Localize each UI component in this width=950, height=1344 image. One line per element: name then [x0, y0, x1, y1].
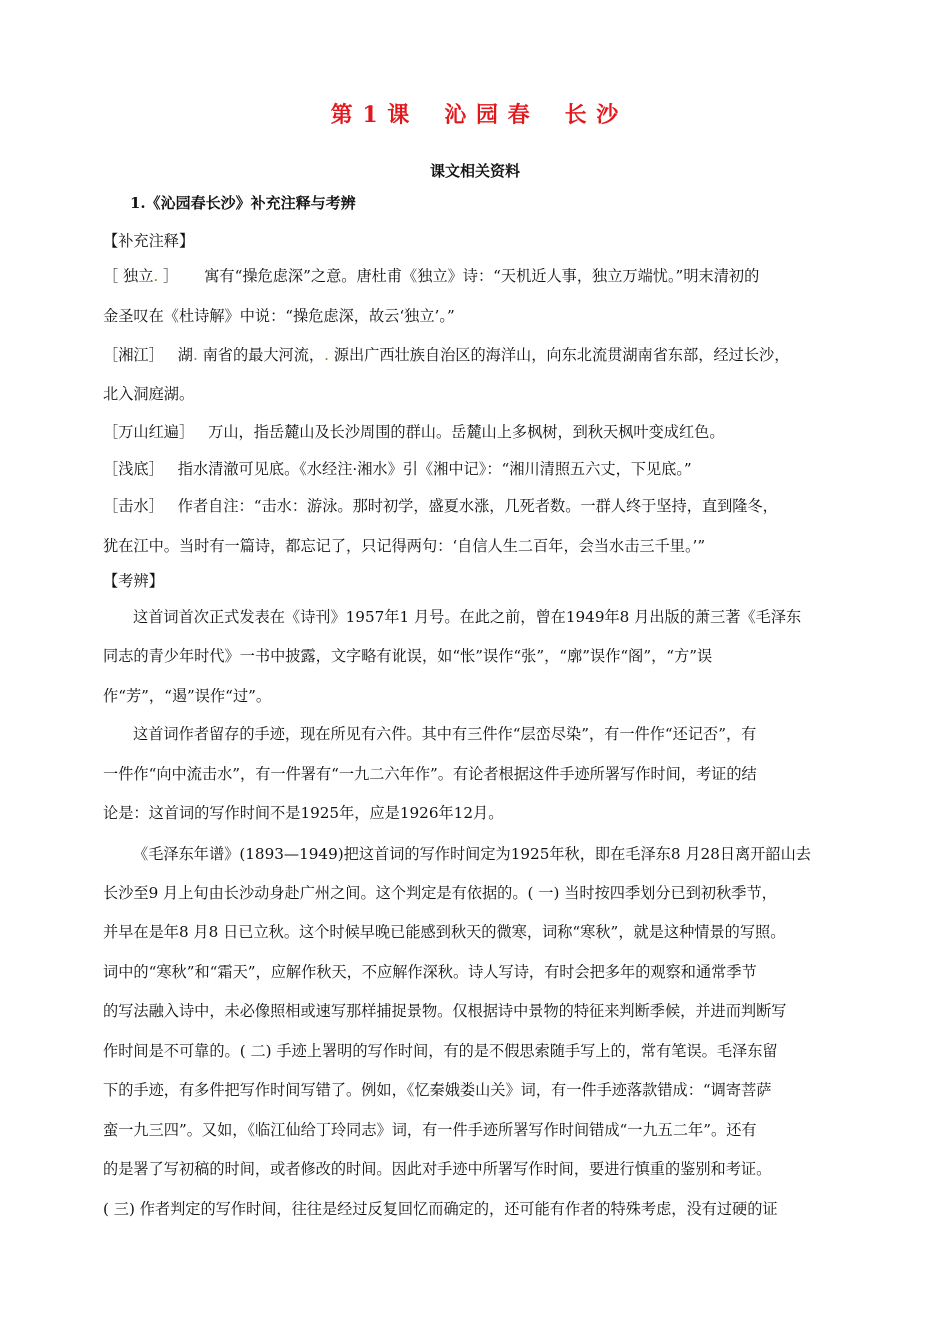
note-text: 万山，指岳麓山及长沙周围的群山。岳麓山上多枫树，到秋天枫叶变成红色。	[208, 423, 725, 441]
paragraph-line: 长沙至9 月上旬由长沙动身赴广州之间。这个判定是有依据的。( 一) 当时按四季划分已到初秋季节，	[103, 884, 777, 902]
note-term: ［ 独立	[103, 267, 154, 285]
paragraph-line: 作“芳”，“遏”误作“过”。	[103, 687, 272, 705]
paragraph-line: 并早在是年8 月8 日已立秋。这个时候早晚已能感到秋天的微寒，词称“寒秋”，就是这种情景的写照。	[103, 923, 786, 941]
paragraph-line: 同志的青少年时代》一书中披露，文字略有讹误，如“怅”误作“张”，“廓”误作“阁”，“方”误	[103, 647, 713, 665]
paragraph-line: 下的手迹，有多件把写作时间写错了。例如，《忆秦娥娄山关》词，有一件手迹落款错成：“调寄菩萨	[103, 1081, 772, 1099]
note-continuation: 金圣叹在《杜诗解》中说：“操危虑深，故云‘独立’。”	[103, 307, 455, 325]
paragraph-line: 蛮一九三四”。又如，《临江仙给丁玲同志》词，有一件手迹所署写作时间错成“一九五二年”。还有	[103, 1121, 757, 1139]
note-item: ［湘江］ 湖. 南省的最大河流，. 源出广西壮族自治区的海洋山，向东北流贯湖南省东部，经过长沙，	[103, 346, 790, 364]
paragraph-line: 论是：这首词的写作时间不是1925年，应是1926年12月。	[103, 804, 504, 822]
note-term: ［湘江］	[103, 346, 164, 364]
paragraph-line: 的写法融入诗中，未必像照相或速写那样捕捉景物。仅根据诗中景物的特征来判断季候，并进而判断写	[103, 1002, 787, 1020]
paragraph-line: 这首词首次正式发表在《诗刊》1957年1 月号。在此之前，曾在1949年8 月出版的萧三著《毛泽东	[133, 608, 802, 626]
note-item: ［ 独立. ］ 寓有“操危虑深”之意。唐杜甫《独立》诗：“天机近人事，独立万端忧。”明末清初的	[103, 267, 760, 285]
paragraph-line: 一件作“向中流击水”，有一件署有“一九二六年作”。有论者根据这件手迹所署写作时间，考证的结	[103, 765, 757, 783]
paragraph-line: 词中的“寒秋”和“霜天”，应解作秋天，不应解作深秋。诗人写诗，有时会把多年的观察和通常季节	[103, 963, 757, 981]
note-text: 作者自注：“击水：游泳。那时初学，盛夏水涨，几死者数。一群人终于坚持，直到隆冬，	[177, 497, 778, 515]
note-term: ［浅底］	[103, 460, 164, 478]
section-subtitle: 课文相关资料	[429, 162, 520, 180]
note-text: 源出广西壮族自治区的海洋山，向东北流贯湖南省东部，经过长沙，	[333, 346, 790, 364]
note-continuation: 北入洞庭湖。	[103, 385, 195, 403]
note-continuation: 犹在江中。当时有一篇诗，都忘记了，只记得两句：‘自信人生二百年，会当水击三千里。’”	[103, 537, 706, 555]
kaobian-heading: 【考辨】	[103, 572, 164, 590]
poem-title-part1: 沁 园 春	[444, 102, 531, 128]
paragraph-line: 这首词作者留存的手迹，现在所见有六件。其中有三件作“层峦尽染”，有一件作“还记否”，有	[133, 725, 757, 743]
section-heading: 1.《沁园春长沙》补充注释与考辨	[130, 194, 356, 212]
note-text: 指水清澈可见底。《水经注·湘水》引《湘中记》：“湘川清照五六丈，下见底。”	[177, 460, 692, 478]
paragraph-line: 《毛泽东年谱》(1893—1949)把这首词的写作时间定为1925年秋，即在毛泽东8 月28日离开韶山去	[133, 845, 811, 863]
notes-heading: 【补充注释】	[103, 232, 195, 250]
note-text: 寓有“操危虑深”之意。唐杜甫《独立》诗：“天机近人事，独立万端忧。”明末清初的	[204, 267, 760, 285]
note-item	[103, 458, 692, 479]
note-text: 湖	[177, 346, 193, 364]
paragraph-line: 的是署了写初稿的时间，或者修改的时间。因此对手迹中所署写作时间，要进行慎重的鉴别和考证。	[103, 1160, 772, 1178]
note-item	[103, 495, 778, 516]
paragraph-line: 作时间是不可靠的。( 二) 手迹上署明的写作时间，有的是不假思索随手写上的，常有笔误。毛泽东留	[103, 1042, 778, 1060]
poem-title-part2: 长 沙	[564, 102, 620, 128]
note-text: 南省的最大河流，	[202, 346, 325, 364]
note-term: ［万山红遍］	[103, 423, 195, 441]
page-title	[0, 98, 950, 129]
paragraph-line: ( 三) 作者判定的写作时间，往往是经过反复回忆而确定的，还可能有作者的特殊考虑，没有过硬的证	[103, 1200, 778, 1218]
lesson-number: 第 1 课	[330, 102, 411, 128]
note-item	[103, 421, 725, 442]
note-term: ［击水］	[103, 497, 164, 515]
